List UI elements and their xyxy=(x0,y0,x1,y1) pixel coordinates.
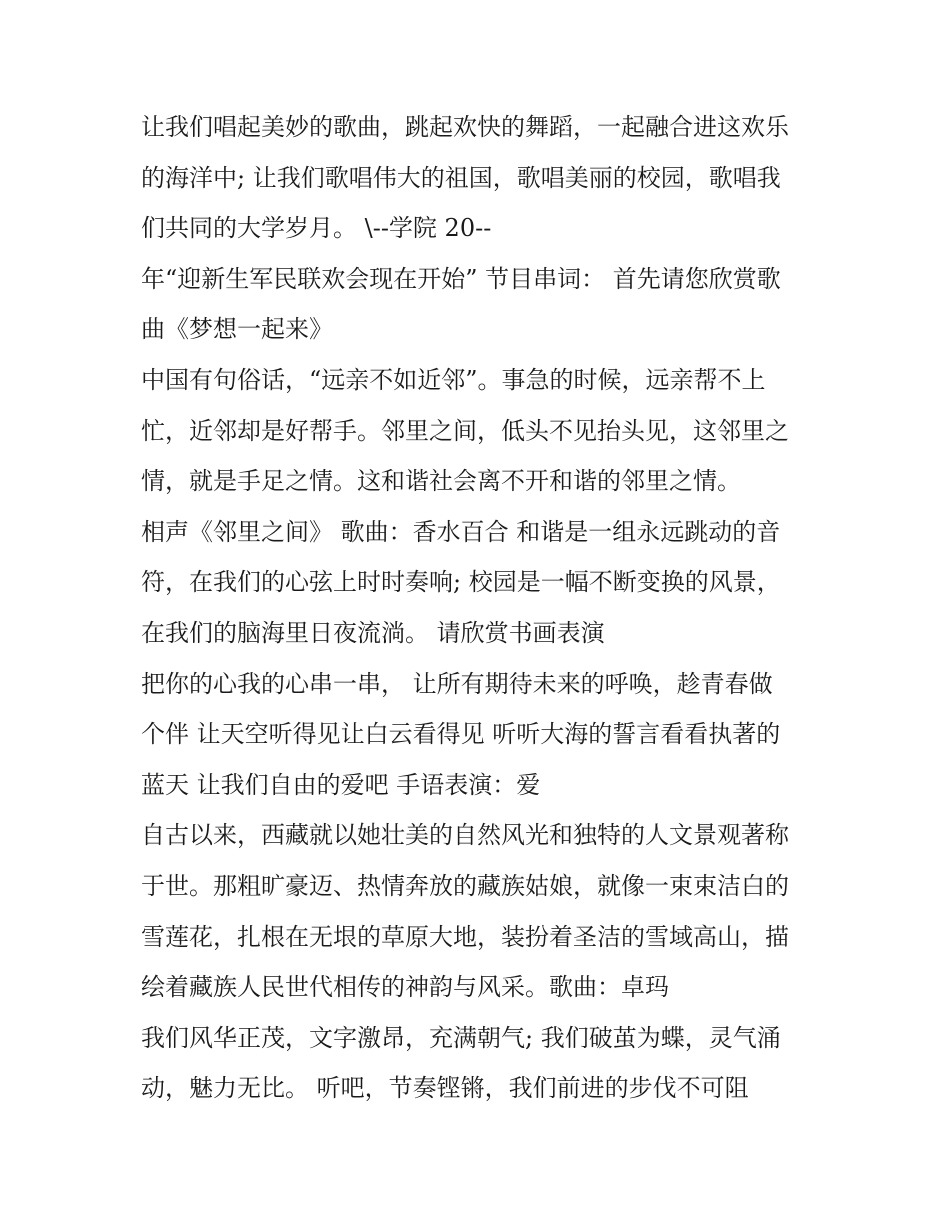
text-line: 曲《梦想一起来》 xyxy=(141,315,333,344)
text-line: 我们风华正茂，文字激昂，充满朝气; 我们破茧为蝶，灵气涌 xyxy=(141,1023,781,1052)
text-line: 绘着藏族人民世代相传的神韵与风采。歌曲：卓玛 xyxy=(141,973,669,1002)
text-line: 个伴 让天空听得见让白云看得见 听听大海的誓言看看执著的 xyxy=(141,720,781,749)
text-line: 雪莲花，扎根在无垠的草原大地，装扮着圣洁的雪域高山，描 xyxy=(141,922,789,951)
text-line: 年“迎新生军民联欢会现在开始” 节目串词： 首先请您欣赏歌 xyxy=(141,264,781,293)
text-line: 动，魅力无比。 听吧，节奏铿锵，我们前进的步伐不可阻 xyxy=(141,1074,749,1103)
text-line: 相声《邻里之间》 歌曲：香水百合 和谐是一组永远跳动的音 xyxy=(141,517,781,546)
text-line: 蓝天 让我们自由的爱吧 手语表演：爱 xyxy=(141,770,541,799)
text-line: 在我们的脑海里日夜流淌。 请欣赏书画表演 xyxy=(141,618,605,647)
text-line: 的海洋中; 让我们歌唱伟大的祖国，歌唱美丽的校园，歌唱我 xyxy=(141,163,781,192)
text-line: 忙，近邻却是好帮手。邻里之间，低头不见抬头见，这邻里之 xyxy=(141,416,789,445)
text-line: 符，在我们的心弦上时时奏响; 校园是一幅不断变换的风景， xyxy=(141,568,781,597)
text-line: 中国有句俗话，“远亲不如近邻”。事急的时候，远亲帮不上 xyxy=(141,365,766,394)
text-line: 自古以来，西藏就以她壮美的自然风光和独特的人文景观著称 xyxy=(141,821,789,850)
text-line: 把你的心我的心串一串， 让所有期待未来的呼唤，趁青春做 xyxy=(141,669,773,698)
text-line: 们共同的大学岁月。 \--学院 20-- xyxy=(141,214,492,243)
document-body xyxy=(141,102,821,1114)
text-line: 于世。那粗旷豪迈、热情奔放的藏族姑娘，就像一束束洁白的 xyxy=(141,871,789,900)
text-line: 让我们唱起美妙的歌曲，跳起欢快的舞蹈，一起融合进这欢乐 xyxy=(141,113,789,141)
text-line: 情，就是手足之情。这和谐社会离不开和谐的邻里之情。 xyxy=(141,467,741,496)
